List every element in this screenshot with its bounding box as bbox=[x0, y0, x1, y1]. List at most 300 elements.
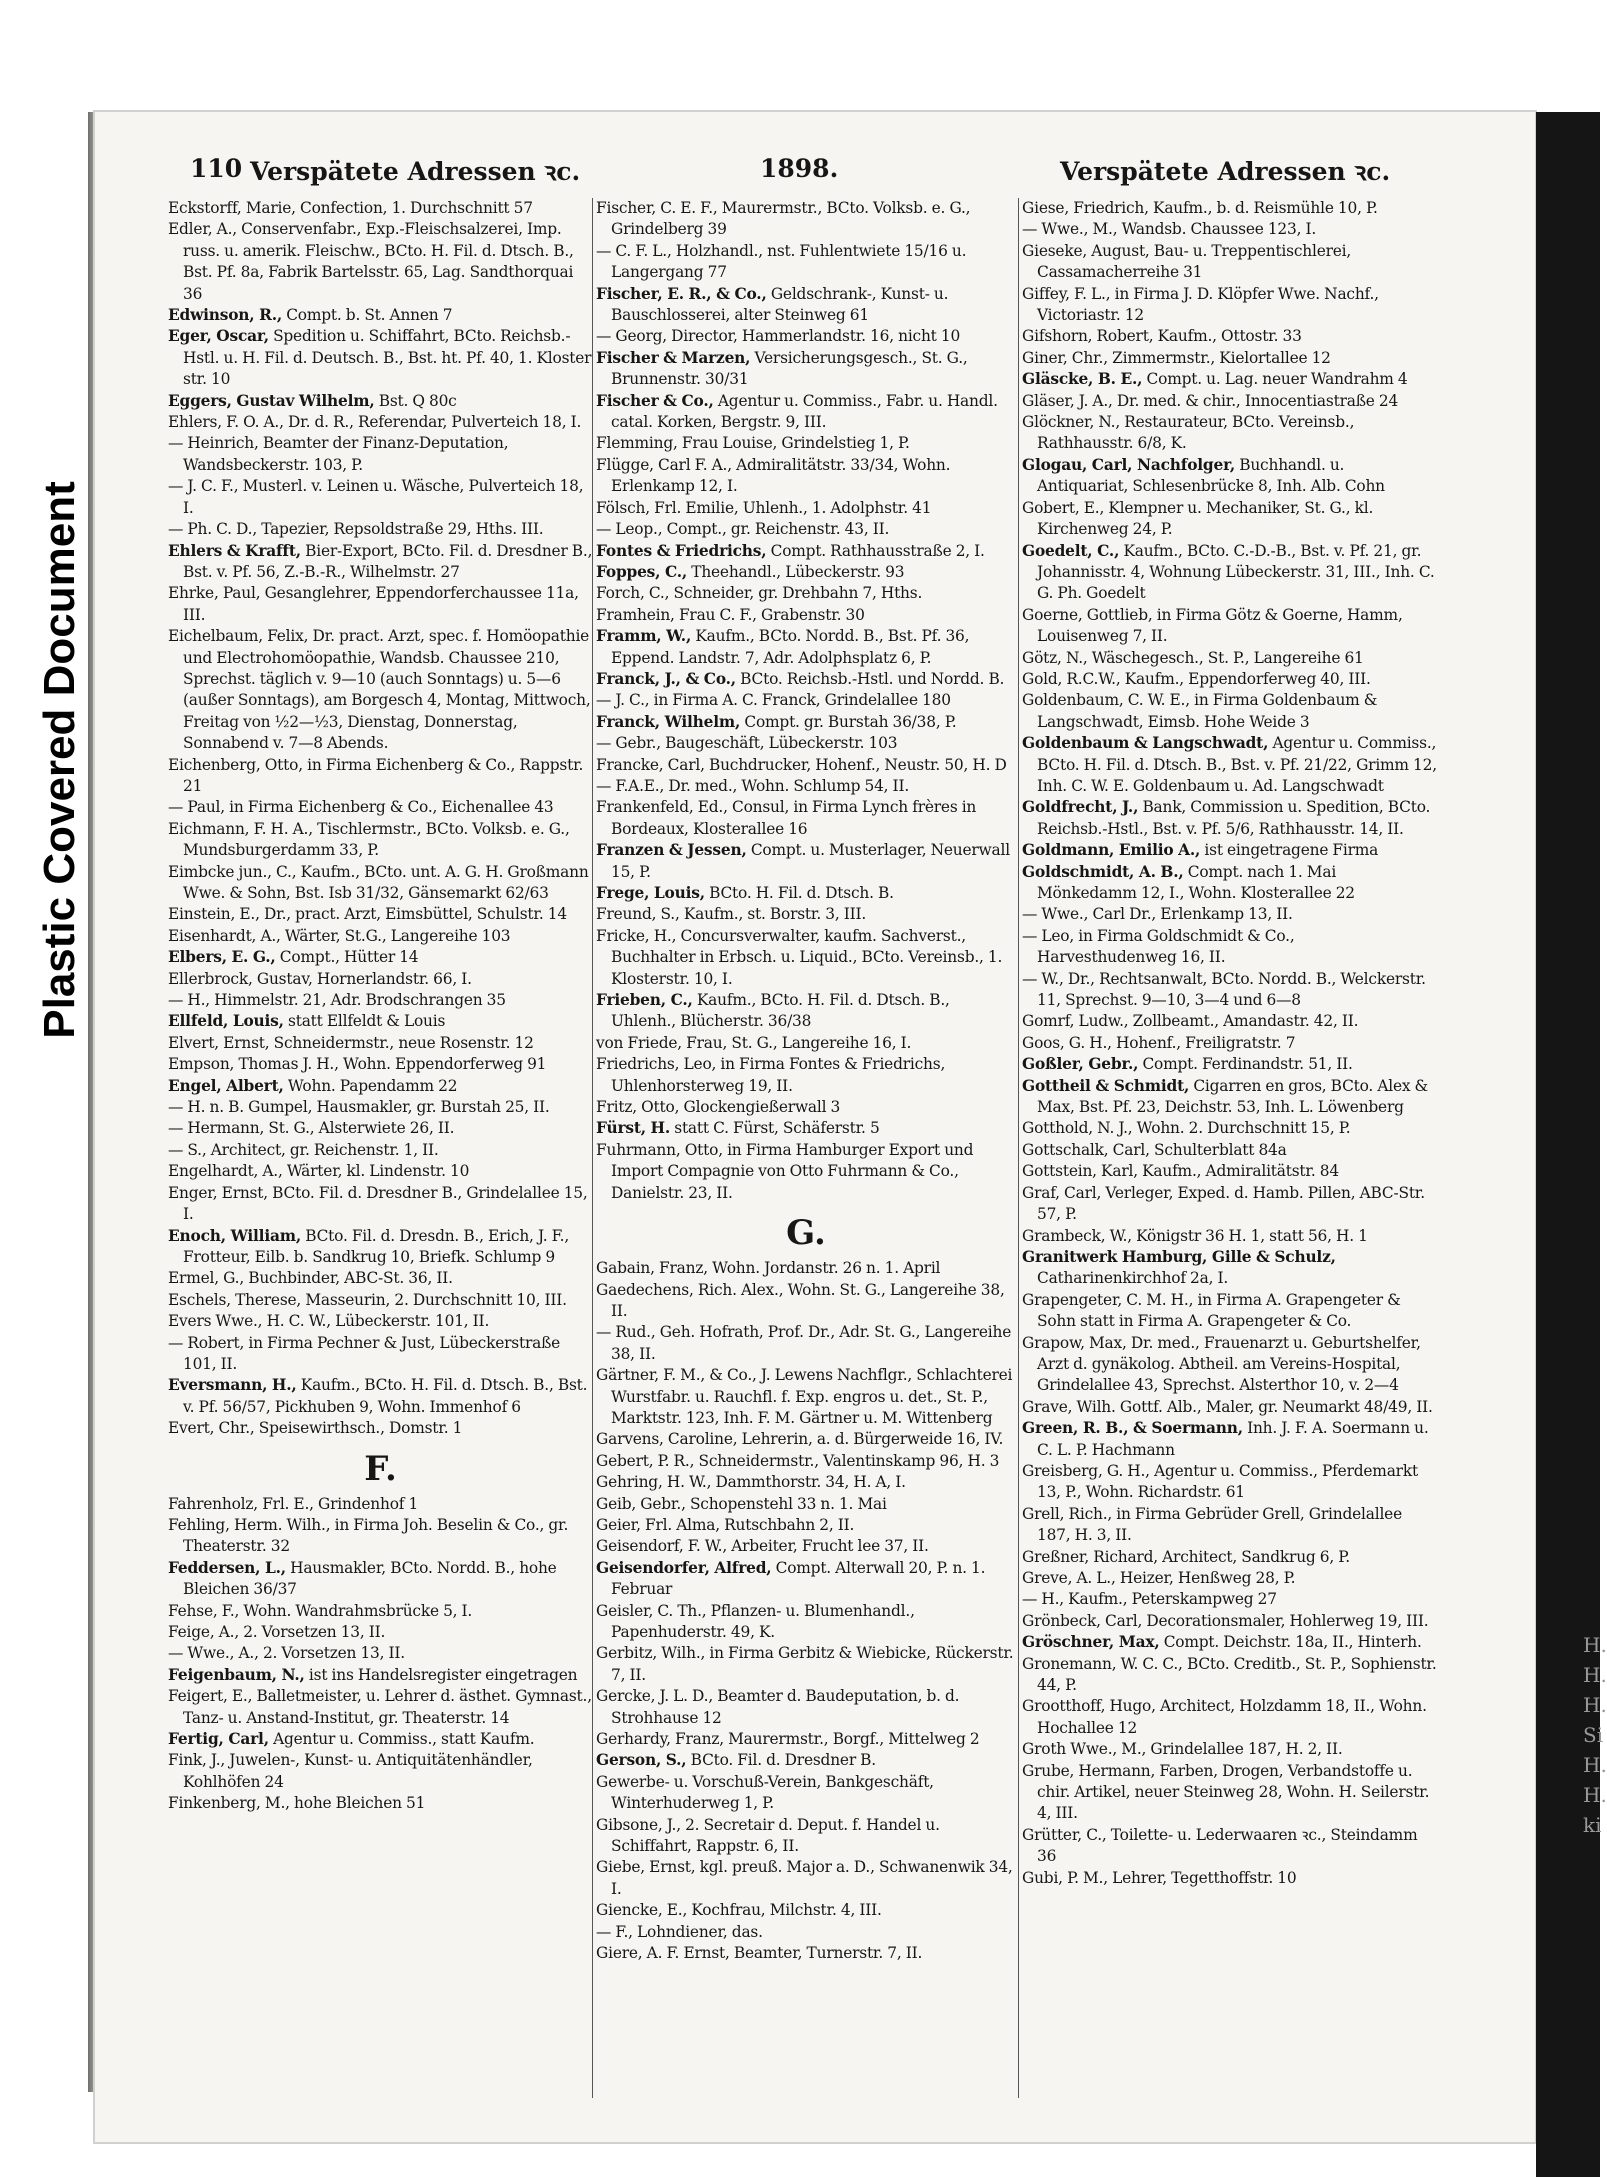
entry-text: Gotthold, N. J., Wohn. 2. Durchschnitt 15, P. bbox=[1022, 1119, 1351, 1138]
entry-text: Gold, R.C.W., Kaufm., Eppendorferweg 40, III. bbox=[1022, 669, 1371, 688]
entry-text: Grootthoff, Hugo, Architect, Holzdamm 18, II., Wohn. Hochallee 12 bbox=[1022, 1697, 1427, 1737]
directory-entry bbox=[168, 1729, 593, 1750]
entry-text: Flemming, Frau Louise, Grindelstieg 1, P. bbox=[596, 434, 910, 453]
directory-entry bbox=[596, 1118, 1016, 1139]
entry-text: Goos, G. H., Hohenf., Freiligratstr. 7 bbox=[1022, 1033, 1296, 1052]
entry-text: Grave, Wilh. Gottf. Alb., Maler, gr. Neumarkt 48/49, II. bbox=[1022, 1397, 1433, 1416]
entry-text: Fischer, C. E. F., Maurermstr., BCto. Volksb. e. G., Grindelberg 39 bbox=[596, 199, 971, 239]
entry-name: Fischer & Marzen, bbox=[596, 348, 751, 367]
entry-text: Wohn. Papendamm 22 bbox=[287, 1076, 458, 1095]
directory-entry bbox=[596, 840, 1016, 883]
directory-entry bbox=[596, 562, 1016, 583]
directory-entry bbox=[596, 326, 1016, 347]
directory-entry bbox=[168, 1601, 593, 1622]
entry-text: — J. C. F., Musterl. v. Leinen u. Wäsche, Pulverteich 18, I. bbox=[168, 477, 584, 517]
plastic-covered-label: Plastic Covered Document bbox=[35, 481, 84, 1039]
entry-name: Feddersen, L., bbox=[168, 1558, 286, 1577]
entry-name: Frege, Louis, bbox=[596, 884, 705, 902]
entry-text: Freund, S., Kaufm., st. Borstr. 3, III. bbox=[596, 905, 867, 924]
directory-entry bbox=[1022, 1547, 1437, 1568]
entry-text: Geldschrank-, Kunst- u. Bauschlosserei, alter Steinweg 61 bbox=[611, 284, 949, 325]
directory-entry bbox=[596, 1033, 1016, 1054]
directory-entry bbox=[168, 1076, 593, 1097]
entry-text: Feigert, E., Balletmeister, u. Lehrer d. ästhet. Gymnast., Tanz- u. Anstand-Institut, gr. Theaterstr. 14 bbox=[168, 1687, 592, 1727]
entry-text: Gaedechens, Rich. Alex., Wohn. St. G., Langereihe 38, II. bbox=[596, 1280, 1005, 1320]
directory-entry bbox=[596, 733, 1016, 754]
entry-text: Fahrenholz, Frl. E., Grindenhof 1 bbox=[168, 1494, 419, 1513]
entry-text: Geib, Gebr., Schopenstehl 33 n. 1. Mai bbox=[596, 1494, 887, 1513]
directory-entry bbox=[596, 1140, 1016, 1204]
entry-text: Eschels, Therese, Masseurin, 2. Durchschnitt 10, III. bbox=[168, 1290, 567, 1309]
entry-text: Gobert, E., Klempner u. Mechaniker, St. G., kl. Kirchenweg 24, P. bbox=[1022, 498, 1374, 539]
directory-entry bbox=[596, 1900, 1016, 1921]
directory-entry bbox=[596, 669, 1016, 690]
directory-entry bbox=[168, 1375, 593, 1418]
directory-entry bbox=[1022, 1011, 1437, 1032]
entry-name: Goßler, Gebr., bbox=[1022, 1055, 1139, 1074]
directory-entry bbox=[1022, 498, 1437, 541]
entry-name: Frieben, C., bbox=[596, 991, 693, 1010]
directory-entry bbox=[596, 541, 1016, 562]
directory-entry bbox=[1022, 733, 1437, 797]
entry-text: Groth Wwe., M., Grindelallee 187, H. 2, II. bbox=[1022, 1740, 1343, 1759]
entry-text: Gerhardy, Franz, Maurermstr., Borgf., Mittelweg 2 bbox=[596, 1730, 980, 1749]
directory-entry bbox=[596, 1322, 1016, 1365]
page-number: 110 bbox=[190, 154, 243, 183]
entry-text: — Wwe., M., Wandsb. Chaussee 123, I. bbox=[1022, 220, 1317, 239]
entry-text: Gläser, J. A., Dr. med. & chir., Innocentiastraße 24 bbox=[1022, 391, 1399, 410]
directory-entry bbox=[596, 1729, 1016, 1750]
entry-name: Granitwerk Hamburg, Gille & Schulz, bbox=[1022, 1247, 1336, 1266]
directory-entry bbox=[1022, 219, 1437, 240]
directory-entry bbox=[596, 1943, 1016, 1964]
directory-entry bbox=[1022, 926, 1437, 969]
entry-name: Fischer & Co., bbox=[596, 391, 714, 410]
entry-text: Engelhardt, A., Wärter, kl. Lindenstr. 10 bbox=[168, 1162, 470, 1181]
entry-name: Edwinson, R., bbox=[168, 306, 283, 325]
entry-text: Agentur u. Commiss., Fabr. u. Handl. catal. Korken, Bergstr. 9, III. bbox=[611, 391, 998, 432]
entry-name: Goedelt, C., bbox=[1022, 541, 1120, 560]
entry-text: Versicherungsgesch., St. G., Brunnenstr. 30/31 bbox=[611, 348, 968, 389]
entry-text: — Leo, in Firma Goldschmidt & Co., Harvesthudenweg 16, II. bbox=[1022, 926, 1295, 967]
entry-text: Grapengeter, C. M. H., in Firma A. Grapengeter & Sohn statt in Firma A. Grapengeter & Co. bbox=[1022, 1290, 1401, 1331]
directory-entry bbox=[1022, 541, 1437, 605]
directory-entry bbox=[168, 1097, 593, 1118]
directory-entry bbox=[168, 626, 593, 754]
entry-text: — H., Kaufm., Peterskampweg 27 bbox=[1022, 1590, 1277, 1609]
directory-entry bbox=[596, 1922, 1016, 1943]
directory-entry bbox=[168, 947, 593, 968]
entry-text: Grütter, C., Toilette- u. Lederwaaren ꝛc., Steindamm 36 bbox=[1022, 1825, 1418, 1866]
directory-entry bbox=[1022, 391, 1437, 412]
entry-text: Compt., Hütter 14 bbox=[279, 948, 419, 967]
entry-text: — F., Lohndiener, das. bbox=[596, 1922, 763, 1941]
entry-text: Bank, Commission u. Spedition, BCto. Reichsb.-Hstl., Bst. v. Pf. 5/6, Rathhausstr. 14, II. bbox=[1037, 798, 1431, 838]
directory-entry bbox=[1022, 1183, 1437, 1226]
entry-text: Eimbcke jun., C., Kaufm., BCto. unt. A. G. H. Großmann Wwe. & Sohn, Bst. Isb 31/32, Gänsemarkt 62/63 bbox=[168, 862, 589, 902]
entry-text: — H. n. B. Gumpel, Hausmakler, gr. Burstah 25, II. bbox=[168, 1098, 550, 1117]
entry-name: Elbers, E. G., bbox=[168, 948, 276, 967]
entry-text: Gerbitz, Wilh., in Firma Gerbitz & Wiebicke, Rückerstr. 7, II. bbox=[596, 1644, 1014, 1684]
directory-entry bbox=[1022, 1033, 1437, 1054]
directory-entry bbox=[168, 819, 593, 862]
directory-entry bbox=[1022, 348, 1437, 369]
entry-text: — Wwe., A., 2. Vorsetzen 13, II. bbox=[168, 1644, 405, 1663]
directory-entry bbox=[168, 904, 593, 925]
directory-entry bbox=[168, 797, 593, 818]
entry-text: Gottschalk, Carl, Schulterblatt 84a bbox=[1022, 1140, 1287, 1159]
directory-entry bbox=[1022, 797, 1437, 840]
directory-entry bbox=[1022, 1739, 1437, 1760]
entry-text: Spedition u. Schiffahrt, BCto. Reichsb.-Hstl. u. H. Fil. d. Deutsch. B., Bst. ht. Pf. 40, 1. Kloster str. 10 bbox=[183, 327, 592, 389]
entry-text: Gifshorn, Robert, Kaufm., Ottostr. 33 bbox=[1022, 327, 1302, 346]
entry-text: Grapow, Max, Dr. med., Frauenarzt u. Geburtshelfer, Arzt d. gynäkolog. Abtheil. am Vereins-Hospital, Grindelallee 43, Sprechst. Alsterthor 10, v. 2—4 bbox=[1022, 1333, 1421, 1395]
entry-text: Enger, Ernst, BCto. Fil. d. Dresdner B., Grindelallee 15, I. bbox=[168, 1183, 588, 1224]
entry-name: Ellfeld, Louis, bbox=[168, 1012, 284, 1031]
directory-entry bbox=[1022, 1054, 1437, 1075]
directory-entry bbox=[168, 198, 593, 219]
directory-entry bbox=[168, 1011, 593, 1032]
entry-text: Gärtner, F. M., & Co., J. Lewens Nachflgr., Schlachterei Wurstfabr. u. Rauchfl. f. Exp. engros u. det., St. P., Marktstr. 123, Inh. F. M. Gärtner u. M. Wittenberg bbox=[596, 1366, 1013, 1427]
directory-entry bbox=[596, 391, 1016, 434]
directory-entry bbox=[1022, 369, 1437, 390]
directory-entry bbox=[596, 1686, 1016, 1729]
entry-text: Giese, Friedrich, Kaufm., b. d. Reismühle 10, P. bbox=[1022, 199, 1378, 217]
directory-entry bbox=[1022, 1333, 1437, 1397]
directory-entry bbox=[1022, 1290, 1437, 1333]
column-3 bbox=[1022, 198, 1437, 2108]
directory-entry bbox=[1022, 1461, 1437, 1504]
directory-entry bbox=[1022, 1696, 1437, 1739]
entry-text: Francke, Carl, Buchdrucker, Hohenf., Neustr. 50, H. D bbox=[596, 755, 1007, 774]
directory-entry bbox=[1022, 1568, 1437, 1589]
header-left-title: Verspätete Adressen ꝛc. bbox=[250, 157, 581, 186]
directory-entry bbox=[168, 476, 593, 519]
directory-entry bbox=[596, 241, 1016, 284]
directory-entry bbox=[168, 1622, 593, 1643]
directory-entry bbox=[1022, 198, 1437, 219]
directory-entry bbox=[168, 583, 593, 626]
entry-text: Kaufm., BCto. C.-D.-B., Bst. v. Pf. 21, gr. Johannisstr. 4, Wohnung Lübeckerstr. 31, III., Inh. C. G. Ph. Goedelt bbox=[1037, 541, 1435, 603]
entry-text: Compt. Ferdinandstr. 51, II. bbox=[1142, 1055, 1353, 1074]
directory-entry bbox=[168, 1033, 593, 1054]
entry-name: Ehlers & Krafft, bbox=[168, 541, 301, 560]
entry-text: Giebe, Ernst, kgl. preuß. Major a. D., Schwanenwik 34, I. bbox=[596, 1858, 1013, 1898]
directory-entry bbox=[1022, 1632, 1437, 1653]
entry-text: Grell, Rich., in Firma Gebrüder Grell, Grindelallee 187, H. 3, II. bbox=[1022, 1504, 1402, 1545]
entry-text: Buchhandl. u. Antiquariat, Schlesenbrücke 8, Inh. Alb. Cohn bbox=[1037, 455, 1385, 496]
entry-text: Framhein, Frau C. F., Grabenstr. 30 bbox=[596, 605, 865, 624]
entry-text: Eckstorff, Marie, Confection, 1. Durchschnitt 57 bbox=[168, 199, 533, 217]
entry-name: Eggers, Gustav Wilhelm, bbox=[168, 391, 375, 410]
header-right-title: Verspätete Adressen ꝛc. bbox=[1060, 157, 1391, 186]
entry-text: Grambeck, W., Königstr 36 H. 1, statt 56, H. 1 bbox=[1022, 1226, 1368, 1245]
entry-name: Fürst, H. bbox=[596, 1119, 671, 1138]
entry-name: Glogau, Carl, Nachfolger, bbox=[1022, 455, 1236, 474]
entry-text: Cigarren en gros, BCto. Alex & Max, Bst. Pf. 23, Deichstr. 53, Inh. L. Löwenberg bbox=[1037, 1076, 1429, 1117]
entry-text: Forch, C., Schneider, gr. Drehbahn 7, Hths. bbox=[596, 584, 923, 603]
directory-entry bbox=[168, 1183, 593, 1226]
entry-name: Goldfrecht, J., bbox=[1022, 798, 1139, 817]
entry-text: Gomrf, Ludw., Zollbeamt., Amandastr. 42, II. bbox=[1022, 1012, 1359, 1031]
directory-entry bbox=[168, 1418, 593, 1439]
entry-text: Fritz, Otto, Glockengießerwall 3 bbox=[596, 1098, 841, 1117]
entry-text: Flügge, Carl F. A., Admiralitätstr. 33/34, Wohn. Erlenkamp 12, I. bbox=[596, 455, 951, 496]
entry-text: — Georg, Director, Hammerlandstr. 16, nicht 10 bbox=[596, 327, 961, 346]
entry-text: Goerne, Gottlieb, in Firma Götz & Goerne, Hamm, Louisenweg 7, II. bbox=[1022, 605, 1403, 646]
directory-entry bbox=[168, 412, 593, 433]
directory-entry bbox=[596, 1536, 1016, 1557]
directory-entry bbox=[596, 755, 1016, 776]
directory-entry bbox=[596, 1815, 1016, 1858]
entry-name: Gottheil & Schmidt, bbox=[1022, 1076, 1190, 1095]
directory-entry bbox=[596, 1280, 1016, 1323]
entry-text: Fricke, H., Concursverwalter, kaufm. Sachverst., Buchhalter in Erbsch. u. Liquid., BCto. Vereinsb., 1. Klosterstr. 10, I. bbox=[596, 926, 1003, 988]
entry-text: Eichmann, F. H. A., Tischlermstr., BCto. Volksb. e. G., Mundsburgerdamm 33, P. bbox=[168, 819, 570, 860]
entry-text: Glöckner, N., Restaurateur, BCto. Vereinsb., Rathhausstr. 6/8, K. bbox=[1022, 413, 1355, 453]
directory-entry bbox=[1022, 1825, 1437, 1868]
entry-text: Compt. b. St. Annen 7 bbox=[286, 306, 453, 325]
entry-name: Goldmann, Emilio A., bbox=[1022, 841, 1201, 860]
entry-text: Gubi, P. M., Lehrer, Tegetthoffstr. 10 bbox=[1022, 1868, 1297, 1887]
directory-entry bbox=[596, 1772, 1016, 1815]
entry-text: — J. C., in Firma A. C. Franck, Grindelallee 180 bbox=[596, 691, 951, 710]
entry-name: Framm, W., bbox=[596, 627, 692, 646]
entry-text: Ermel, G., Buchbinder, ABC-St. 36, II. bbox=[168, 1269, 453, 1288]
directory-entry bbox=[1022, 1589, 1437, 1610]
directory-entry bbox=[168, 1226, 593, 1269]
entry-text: Gercke, J. L. D., Beamter d. Baudeputation, b. d. Strohhause 12 bbox=[596, 1687, 960, 1727]
directory-entry bbox=[1022, 605, 1437, 648]
entry-text: Grube, Hermann, Farben, Drogen, Verbandstoffe u. chir. Artikel, neuer Steinweg 28, Wohn. H. Seilerstr. 4, III. bbox=[1022, 1761, 1430, 1823]
entry-text: — H., Himmelstr. 21, Adr. Brodschrangen 35 bbox=[168, 991, 506, 1010]
directory-entry bbox=[596, 455, 1016, 498]
directory-entry bbox=[168, 326, 593, 390]
entry-text: Compt. u. Musterlager, Neuerwall 15, P. bbox=[611, 841, 1010, 881]
directory-entry bbox=[1022, 1118, 1437, 1139]
entry-text: Compt. Alterwall 20, P. n. 1. Februar bbox=[611, 1558, 986, 1599]
directory-entry bbox=[168, 519, 593, 540]
directory-entry bbox=[168, 969, 593, 990]
directory-entry bbox=[1022, 1076, 1437, 1119]
entry-text: Ehrke, Paul, Gesanglehrer, Eppendorferchaussee 11a, III. bbox=[168, 584, 579, 624]
directory-entry bbox=[168, 305, 593, 326]
entry-text: Finkenberg, M., hohe Bleichen 51 bbox=[168, 1794, 426, 1813]
directory-entry bbox=[1022, 1761, 1437, 1825]
entry-text: Giencke, E., Kochfrau, Milchstr. 4, III. bbox=[596, 1901, 882, 1920]
directory-entry bbox=[596, 1451, 1016, 1472]
entry-name: Engel, Albert, bbox=[168, 1076, 284, 1095]
entry-name: Eger, Oscar, bbox=[168, 327, 269, 346]
entry-name: Goldschmidt, A. B., bbox=[1022, 862, 1184, 881]
entry-text: Eisenhardt, A., Wärter, St.G., Langereihe 103 bbox=[168, 926, 511, 945]
entry-text: Edler, A., Conservenfabr., Exp.-Fleischsalzerei, Imp. russ. u. amerik. Fleischw., BCto. H. Fil. d. Dtsch. B., Bst. Pf. 8a, Fabrik Bartelsstr. 65, Lag. Sandthorquai 36 bbox=[168, 220, 574, 303]
directory-entry bbox=[596, 519, 1016, 540]
entry-text: — Leop., Compt., gr. Reichenstr. 43, II. bbox=[596, 520, 890, 539]
entry-text: Bst. Q 80c bbox=[378, 391, 457, 410]
directory-entry bbox=[596, 348, 1016, 391]
entry-name: Gröschner, Max, bbox=[1022, 1633, 1160, 1652]
entry-text: Gibsone, J., 2. Secretair d. Deput. f. Handel u. Schiffahrt, Rappstr. 6, II. bbox=[596, 1815, 940, 1856]
entry-text: Gieseke, August, Bau- u. Treppentischlerei, Cassamacherreihe 31 bbox=[1022, 241, 1352, 282]
directory-entry bbox=[596, 1429, 1016, 1450]
column-rule-2 bbox=[1018, 198, 1019, 2098]
entry-text: — Hermann, St. G., Alsterwiete 26, II. bbox=[168, 1119, 455, 1138]
entry-text: Grönbeck, Carl, Decorationsmaler, Hohlerweg 19, III. bbox=[1022, 1611, 1429, 1630]
directory-entry bbox=[1022, 455, 1437, 498]
directory-entry bbox=[596, 498, 1016, 519]
directory-entry bbox=[1022, 690, 1437, 733]
entry-text: — Paul, in Firma Eichenberg & Co., Eichenallee 43 bbox=[168, 798, 554, 817]
entry-text: Geisendorf, F. W., Arbeiter, Frucht lee 37, II. bbox=[596, 1537, 929, 1556]
entry-text: Fehse, F., Wohn. Wandrahmsbrücke 5, I. bbox=[168, 1601, 473, 1620]
entry-text: Gottstein, Karl, Kaufm., Admiralitätstr. 84 bbox=[1022, 1162, 1339, 1181]
entry-text: Goldenbaum, C. W. E., in Firma Goldenbaum & Langschwadt, Eimsb. Hohe Weide 3 bbox=[1022, 691, 1378, 731]
directory-entry bbox=[596, 990, 1016, 1033]
entry-text: — C. F. L., Holzhandl., nst. Fuhlentwiete 15/16 u. Langergang 77 bbox=[596, 241, 967, 282]
directory-entry bbox=[596, 626, 1016, 669]
entry-text: Empson, Thomas J. H., Wohn. Eppendorferweg 91 bbox=[168, 1055, 547, 1074]
entry-text: ist ins Handelsregister eingetragen bbox=[308, 1665, 578, 1684]
directory-entry bbox=[1022, 1654, 1437, 1697]
directory-entry bbox=[168, 1290, 593, 1311]
entry-text: Eichenberg, Otto, in Firma Eichenberg & Co., Rappstr. 21 bbox=[168, 755, 584, 795]
directory-entry bbox=[1022, 969, 1437, 1012]
directory-entry bbox=[168, 219, 593, 305]
directory-entry bbox=[596, 1515, 1016, 1536]
entry-text: Gebert, P. R., Schneidermstr., Valentinskamp 96, H. 3 bbox=[596, 1451, 1000, 1470]
entry-name: Fontes & Friedrichs, bbox=[596, 541, 767, 560]
entry-text: Compt. u. Lag. neuer Wandrahm 4 bbox=[1146, 370, 1408, 389]
entry-name: Foppes, C., bbox=[596, 562, 688, 581]
entry-text: Greve, A. L., Heizer, Henßweg 28, P. bbox=[1022, 1569, 1296, 1587]
entry-text: — S., Architect, gr. Reichenstr. 1, II. bbox=[168, 1140, 439, 1159]
directory-entry bbox=[1022, 1247, 1437, 1290]
entry-text: — W., Dr., Rechtsanwalt, BCto. Nordd. B., Welckerstr. 11, Sprechst. 9—10, 3—4 und 6—8 bbox=[1022, 969, 1426, 1010]
directory-entry bbox=[596, 1494, 1016, 1515]
column-2 bbox=[596, 198, 1016, 2108]
section-letter: G. bbox=[786, 1213, 826, 1254]
entry-name: Franck, J., & Co., bbox=[596, 669, 736, 688]
entry-text: statt Ellfeldt & Louis bbox=[288, 1012, 446, 1031]
entry-text: Ehlers, F. O. A., Dr. d. R., Referendar, Pulverteich 18, I. bbox=[168, 413, 582, 432]
entry-text: Elvert, Ernst, Schneidermstr., neue Rosenstr. 12 bbox=[168, 1033, 534, 1052]
entry-text: Fuhrmann, Otto, in Firma Hamburger Export und Import Compagnie von Otto Fuhrmann & Co., Danielstr. 23, II. bbox=[596, 1140, 974, 1202]
directory-entry bbox=[1022, 241, 1437, 284]
entry-text: Eichelbaum, Felix, Dr. pract. Arzt, spec. f. Homöopathie und Electrohomöopathie, Wandsb. Chaussee 210, Sprechst. täglich v. 9—10 (auch Sonntags) u. 5—6 (außer Sonntags), am Borgesch 4, Montag, Mittwoch, Freitag von ½2—½3, Dienstag, Donnerstag, Sonnabend v. 7—8 Abends. bbox=[168, 627, 591, 753]
page-header bbox=[190, 154, 1430, 198]
entry-text: Evers Wwe., H. C. W., Lübeckerstr. 101, II. bbox=[168, 1312, 490, 1331]
entry-name: Gerson, S., bbox=[596, 1751, 687, 1770]
directory-entry bbox=[168, 1268, 593, 1289]
column-1 bbox=[168, 198, 593, 2108]
entry-text: Giere, A. F. Ernst, Beamter, Turnerstr. 7, II. bbox=[596, 1944, 923, 1963]
entry-text: Frankenfeld, Ed., Consul, in Firma Lynch frères in Bordeaux, Klosterallee 16 bbox=[596, 798, 977, 838]
directory-entry bbox=[1022, 326, 1437, 347]
directory-entry bbox=[596, 583, 1016, 604]
entry-text: Fink, J., Juwelen-, Kunst- u. Antiquitätenhändler, Kohlhöfen 24 bbox=[168, 1751, 533, 1791]
directory-entry bbox=[596, 926, 1016, 990]
entry-text: Götz, N., Wäschegesch., St. P., Langereihe 61 bbox=[1022, 648, 1364, 667]
entry-name: Enoch, William, bbox=[168, 1226, 301, 1245]
directory-entry bbox=[1022, 1140, 1437, 1161]
section-letter: F. bbox=[364, 1448, 397, 1489]
directory-entry bbox=[168, 1643, 593, 1664]
entry-text: Garvens, Caroline, Lehrerin, a. d. Bürgerweide 16, IV. bbox=[596, 1430, 1004, 1449]
directory-entry bbox=[596, 1857, 1016, 1900]
entry-text: Gronemann, W. C. C., BCto. Creditb., St. P., Sophienstr. 44, P. bbox=[1022, 1654, 1437, 1695]
directory-entry bbox=[168, 926, 593, 947]
entry-text: BCto. Fil. d. Dresdn. B., Erich, J. F., Frotteur, Eilb. b. Sandkrug 10, Briefk. Schlump 9 bbox=[183, 1226, 570, 1266]
entry-text: Compt. Deichstr. 18a, II., Hinterh. bbox=[1163, 1633, 1422, 1652]
directory-entry bbox=[596, 1097, 1016, 1118]
entry-text: BCto. Reichsb.-Hstl. und Nordd. B. bbox=[740, 669, 1005, 688]
entry-name: Franzen & Jessen, bbox=[596, 841, 747, 860]
directory-entry bbox=[596, 1054, 1016, 1097]
directory-entry bbox=[596, 605, 1016, 626]
entry-text: — F.A.E., Dr. med., Wohn. Schlump 54, II. bbox=[596, 776, 910, 795]
directory-entry bbox=[596, 284, 1016, 327]
entry-text: Kaufm., BCto. H. Fil. d. Dtsch. B., Bst. v. Pf. 56/57, Pickhuben 9, Wohn. Immenhof 6 bbox=[183, 1376, 588, 1416]
directory-entry bbox=[168, 1558, 593, 1601]
directory-entry bbox=[596, 776, 1016, 797]
directory-entry bbox=[1022, 862, 1437, 905]
entry-text: ist eingetragene Firma bbox=[1204, 841, 1379, 860]
directory-entry bbox=[168, 990, 593, 1011]
directory-entry bbox=[1022, 669, 1437, 690]
entry-text: Fölsch, Frl. Emilie, Uhlenh., 1. Adolphstr. 41 bbox=[596, 498, 932, 517]
entry-text: Ellerbrock, Gustav, Hornerlandstr. 66, I. bbox=[168, 969, 472, 988]
directory-entry bbox=[596, 1558, 1016, 1601]
directory-entry bbox=[596, 1643, 1016, 1686]
directory-entry bbox=[596, 712, 1016, 733]
entry-text: Compt. nach 1. Mai Mönkedamm 12, I., Wohn. Klosterallee 22 bbox=[1037, 862, 1355, 902]
directory-entry bbox=[168, 541, 593, 584]
directory-entry bbox=[596, 1472, 1016, 1493]
directory-entry bbox=[596, 1258, 1016, 1279]
directory-entry bbox=[596, 904, 1016, 925]
directory-entry bbox=[1022, 840, 1437, 861]
entry-text: Graf, Carl, Verleger, Exped. d. Hamb. Pillen, ABC-Str. 57, P. bbox=[1022, 1183, 1425, 1224]
directory-entry bbox=[596, 1365, 1016, 1429]
directory-entry bbox=[1022, 1226, 1437, 1247]
directory-entry bbox=[1022, 1161, 1437, 1182]
directory-entry bbox=[596, 883, 1016, 904]
next-page-fragment: H. H. H. Si H. H. ki bbox=[1583, 1633, 1607, 1837]
entry-text: Gewerbe- u. Vorschuß-Verein, Bankgeschäft, Winterhuderweg 1, P. bbox=[596, 1772, 934, 1813]
directory-entry bbox=[596, 1601, 1016, 1644]
directory-entry bbox=[168, 1311, 593, 1332]
entry-text: — Rud., Geh. Hofrath, Prof. Dr., Adr. St. G., Langereihe 38, II. bbox=[596, 1323, 1012, 1363]
entry-name: Gläscke, B. E., bbox=[1022, 370, 1143, 389]
directory-entry bbox=[1022, 1504, 1437, 1547]
entry-text: — Wwe., Carl Dr., Erlenkamp 13, II. bbox=[1022, 905, 1293, 924]
directory-entry bbox=[1022, 1611, 1437, 1632]
directory-entry bbox=[168, 1750, 593, 1793]
directory-entry bbox=[596, 198, 1016, 241]
directory-entry bbox=[168, 1686, 593, 1729]
entry-text: Theehandl., Lübeckerstr. 93 bbox=[691, 562, 905, 581]
directory-entry bbox=[1022, 1868, 1437, 1889]
entry-text: BCto. H. Fil. d. Dtsch. B. bbox=[709, 884, 894, 902]
entry-text: Hausmakler, BCto. Nordd. B., hohe Bleichen 36/37 bbox=[183, 1558, 557, 1599]
entry-text: — Ph. C. D., Tapezier, Repsoldstraße 29, Hths. III. bbox=[168, 520, 544, 539]
directory-entry bbox=[168, 862, 593, 905]
entry-name: Fischer, E. R., & Co., bbox=[596, 284, 767, 303]
entry-text: Agentur u. Commiss., BCto. H. Fil. d. Dtsch. B., Bst. v. Pf. 21/22, Grimm 12, Inh. C. W. E. Goldenbaum u. Ad. Langschwadt bbox=[1037, 734, 1437, 795]
directory-entry bbox=[596, 433, 1016, 454]
directory-entry bbox=[168, 433, 593, 476]
